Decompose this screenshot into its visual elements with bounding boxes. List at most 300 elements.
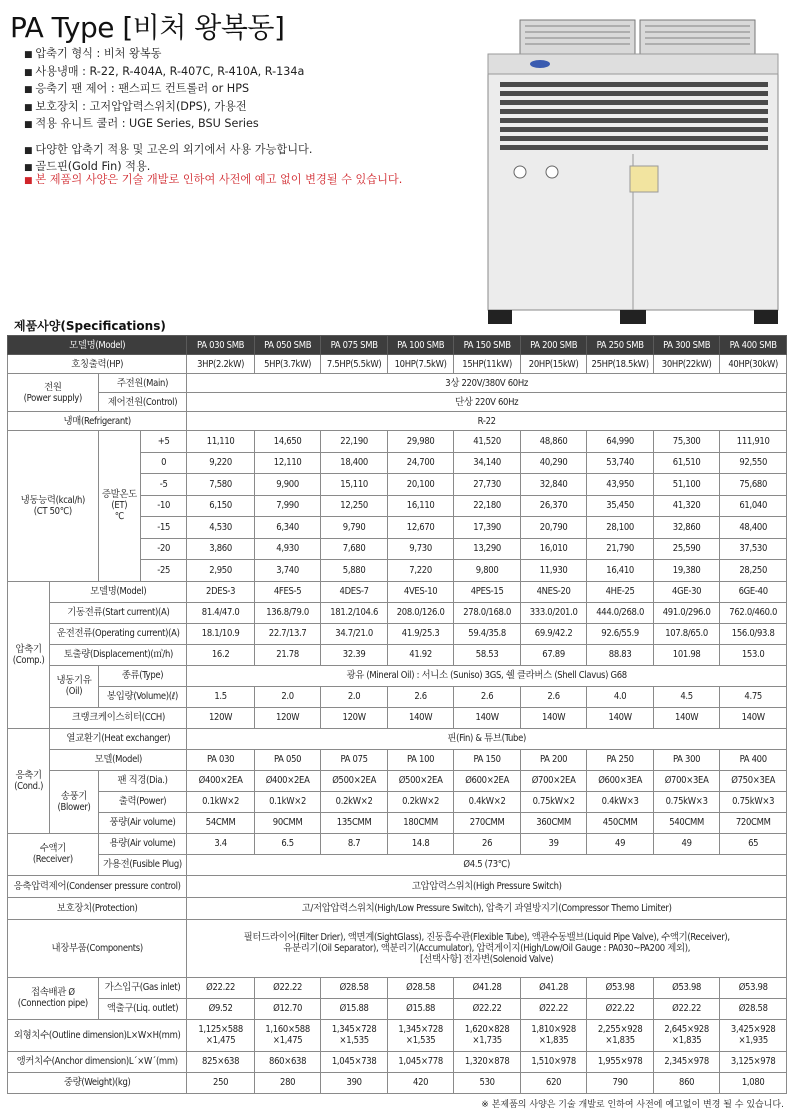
outline-part: ×1,735 <box>472 1035 502 1046</box>
value-cell: 825×638 <box>187 1051 255 1072</box>
row-label: 토출량(Displacement)(㎥/h) <box>50 644 187 665</box>
row-label: 모델(Model) <box>50 749 187 770</box>
value-cell: 12,110 <box>254 452 321 474</box>
value-cell: Ø22.22 <box>254 977 321 998</box>
value-cell: 41.9/25.3 <box>387 623 454 644</box>
value-cell <box>387 1019 454 1051</box>
et-cell: +5 <box>140 431 186 453</box>
span-value-cell: Ø4.5 (73℃) <box>187 854 787 875</box>
value-cell: 0.2kW×2 <box>387 791 454 812</box>
component-line: 필터드라이어(Filter Drier), 액면계(SightGlass), 진동흡수관(Flexible Tube), 액관수동밸브(Liquid Pipe Valve), 수액기(Receiver), <box>243 931 730 943</box>
cond-model-row <box>8 749 787 770</box>
value-cell: 9,790 <box>321 517 388 539</box>
cch-row <box>8 707 787 728</box>
gas-inlet-row <box>8 977 787 998</box>
row-label: 냉동기유 (Oil) <box>50 665 98 707</box>
value-cell: 6,340 <box>254 517 321 539</box>
value-cell <box>187 1019 255 1051</box>
value-cell: 156.0/93.8 <box>720 623 787 644</box>
value-cell: 67.89 <box>520 644 587 665</box>
row-label: 가용전(Fusible Plug) <box>98 854 187 875</box>
receiver-row <box>8 833 787 854</box>
model-col: PA 200 SMB <box>520 336 587 355</box>
value-cell: 0.75kW×3 <box>720 791 787 812</box>
value-cell: 0.4kW×2 <box>454 791 521 812</box>
value-cell: 136.8/79.0 <box>254 602 321 623</box>
span-value-cell: 3상 220V/380V 60Hz <box>187 374 787 393</box>
outline-part: 2,255×928 <box>597 1024 643 1035</box>
span-value-cell: 고압압력스위치(High Pressure Switch) <box>187 875 787 897</box>
value-cell: 2.6 <box>387 686 454 707</box>
row-label: 응축압력제어(Condenser pressure control) <box>8 875 187 897</box>
value-cell: 61,510 <box>653 452 720 474</box>
outline-part: 1,125×588 <box>198 1024 243 1035</box>
value-cell: 32.39 <box>321 644 388 665</box>
value-cell: 1,510×978 <box>520 1051 587 1072</box>
value-cell: 620 <box>520 1072 587 1093</box>
value-cell: 4FES-5 <box>254 581 321 602</box>
outline-part: 1,810×928 <box>531 1024 576 1035</box>
value-cell: Ø9.52 <box>187 998 255 1019</box>
value-cell: 1,045×778 <box>387 1051 454 1072</box>
value-cell: PA 050 <box>254 749 321 770</box>
row-label: 수액기 (Receiver) <box>8 833 99 875</box>
value-cell: 4VES-10 <box>387 581 454 602</box>
row-label: 봉입량(Volume)(ℓ) <box>98 686 187 707</box>
value-cell: 181.2/104.6 <box>321 602 388 623</box>
et-cell: 0 <box>140 452 186 474</box>
value-cell: 530 <box>454 1072 521 1093</box>
value-cell: 1.5 <box>187 686 255 707</box>
row-label: 응축기 (Cond.) <box>8 728 50 833</box>
value-cell: 34.7/21.0 <box>321 623 388 644</box>
row-label: 열교환기(Heat exchanger) <box>50 728 187 749</box>
title-en: PA Type <box>10 11 114 44</box>
row-label: 용량(Air volume) <box>98 833 187 854</box>
value-cell: Ø28.58 <box>720 998 787 1019</box>
outline-part: 1,620×828 <box>464 1024 510 1035</box>
value-cell: 2DES-3 <box>187 581 255 602</box>
value-cell: 4.75 <box>720 686 787 707</box>
value-cell: 40HP(30kW) <box>720 355 787 374</box>
et-cell: -10 <box>140 495 186 517</box>
outline-part: 1,345×728 <box>398 1024 443 1035</box>
cpc-row <box>8 875 787 897</box>
feature-item: ■ 사용냉매 : R-22, R-404A, R-407C, R-410A, R-134a <box>24 64 312 82</box>
value-cell: PA 400 <box>720 749 787 770</box>
value-cell: 4HE-25 <box>587 581 654 602</box>
liq-outlet-row <box>8 998 787 1019</box>
value-cell: 208.0/126.0 <box>387 602 454 623</box>
value-cell: Ø22.22 <box>587 998 654 1019</box>
value-cell: 9,800 <box>454 560 521 582</box>
value-cell: 140W <box>720 707 787 728</box>
condensing-unit-image <box>480 14 785 326</box>
value-cell: 16.2 <box>187 644 255 665</box>
value-cell: 7,220 <box>387 560 454 582</box>
value-cell: 3,125×978 <box>720 1051 787 1072</box>
value-cell: 9,220 <box>187 452 255 474</box>
fusible-row <box>8 854 787 875</box>
row-label: 보호장치(Protection) <box>8 897 187 919</box>
value-cell: 16,010 <box>520 538 587 560</box>
row-label: 호칭출력(HP) <box>8 355 187 374</box>
value-cell: PA 100 <box>387 749 454 770</box>
value-cell: 790 <box>587 1072 654 1093</box>
outline-part: 3,425×928 <box>730 1024 776 1035</box>
value-cell: 65 <box>720 833 787 854</box>
value-cell: 6.5 <box>254 833 321 854</box>
et-cell: -15 <box>140 517 186 539</box>
row-label: 주전원(Main) <box>98 374 187 393</box>
value-cell: 2,950 <box>187 560 255 582</box>
et-cell: -25 <box>140 560 186 582</box>
displacement-row <box>8 644 787 665</box>
model-col: PA 150 SMB <box>454 336 521 355</box>
value-cell: PA 150 <box>454 749 521 770</box>
model-col: PA 030 SMB <box>187 336 255 355</box>
value-cell: 92.6/55.9 <box>587 623 654 644</box>
spec-heading: 제품사양(Specifications) <box>14 319 166 333</box>
span-value-cell: 광유 (Mineral Oil) : 서니소 (Suniso) 3GS, 쉘 클라버스 (Shell Clavus) G68 <box>187 665 787 686</box>
value-cell: 37,530 <box>720 538 787 560</box>
value-cell: 88.83 <box>587 644 654 665</box>
value-cell: 9,730 <box>387 538 454 560</box>
oil-type-row <box>8 665 787 686</box>
value-cell: 120W <box>254 707 321 728</box>
value-cell: 11,930 <box>520 560 587 582</box>
span-value-cell: 핀(Fin) & 튜브(Tube) <box>187 728 787 749</box>
value-cell: 1,955×978 <box>587 1051 654 1072</box>
value-cell: 28,100 <box>587 517 654 539</box>
value-cell: 39 <box>520 833 587 854</box>
value-cell: Ø53.98 <box>587 977 654 998</box>
value-cell: 7,990 <box>254 495 321 517</box>
value-cell: 11,110 <box>187 431 255 453</box>
value-cell: Ø22.22 <box>653 998 720 1019</box>
value-cell: 2.0 <box>254 686 321 707</box>
value-cell: 16,410 <box>587 560 654 582</box>
value-cell: 14,650 <box>254 431 321 453</box>
value-cell: Ø700×3EA <box>653 770 720 791</box>
value-cell: 4DES-7 <box>321 581 388 602</box>
header-model-label: 모델명(Model) <box>8 336 187 355</box>
value-cell <box>520 1019 587 1051</box>
value-cell: 18.1/10.9 <box>187 623 255 644</box>
value-cell: 7,580 <box>187 474 255 496</box>
value-cell: 34,140 <box>454 452 521 474</box>
model-col: PA 400 SMB <box>720 336 787 355</box>
feature-item: ■ 적용 유니트 쿨러 : UGE Series, BSU Series <box>24 116 312 134</box>
value-cell: 140W <box>520 707 587 728</box>
value-cell: Ø12.70 <box>254 998 321 1019</box>
value-cell: 21,790 <box>587 538 654 560</box>
row-label: 앵커치수(Anchor dimension)L´×W´(mm) <box>8 1051 187 1072</box>
value-cell: Ø400×2EA <box>254 770 321 791</box>
value-cell: 6GE-40 <box>720 581 787 602</box>
value-cell: Ø15.88 <box>321 998 388 1019</box>
feature-list <box>24 46 312 177</box>
row-label: 증발온도 (ET) ℃ <box>98 431 140 582</box>
model-header-row <box>8 336 787 355</box>
anchor-row <box>8 1051 787 1072</box>
value-cell: Ø750×3EA <box>720 770 787 791</box>
row-label: 액출구(Liq. outlet) <box>98 998 187 1019</box>
model-col: PA 075 SMB <box>321 336 388 355</box>
outline-part: ×1,475 <box>272 1035 303 1046</box>
row-label: 기동전류(Start current)(A) <box>50 602 187 623</box>
outline-part: ×1,475 <box>205 1035 236 1046</box>
value-cell: 2.6 <box>454 686 521 707</box>
spec-body <box>8 355 787 1094</box>
value-cell: 1,045×738 <box>321 1051 388 1072</box>
value-cell: 360CMM <box>520 812 587 833</box>
capacity-row <box>8 431 787 453</box>
value-cell: 26,370 <box>520 495 587 517</box>
value-cell: 64,990 <box>587 431 654 453</box>
value-cell <box>653 1019 720 1051</box>
row-label: 송풍기 (Blower) <box>50 770 98 833</box>
refrigerant-row <box>8 412 787 431</box>
value-cell: 32,840 <box>520 474 587 496</box>
operating-current-row <box>8 623 787 644</box>
outline-part: ×1,535 <box>405 1035 436 1046</box>
value-cell: 450CMM <box>587 812 654 833</box>
value-cell: 860 <box>653 1072 720 1093</box>
value-cell: 90CMM <box>254 812 321 833</box>
value-cell: 2.0 <box>321 686 388 707</box>
value-cell: 49 <box>653 833 720 854</box>
value-cell: 25,590 <box>653 538 720 560</box>
value-cell: 12,250 <box>321 495 388 517</box>
value-cell: 140W <box>387 707 454 728</box>
value-cell: Ø22.22 <box>187 977 255 998</box>
value-cell: 13,290 <box>454 538 521 560</box>
value-cell: 270CMM <box>454 812 521 833</box>
row-label: 냉동능력(kcal/h) (CT 50℃) <box>8 431 99 582</box>
value-cell: 0.75kW×2 <box>520 791 587 812</box>
value-cell: 120W <box>321 707 388 728</box>
value-cell <box>587 1019 654 1051</box>
value-cell: 444.0/268.0 <box>587 602 654 623</box>
value-cell: 540CMM <box>653 812 720 833</box>
hp-row <box>8 355 787 374</box>
value-cell: 0.1kW×2 <box>187 791 255 812</box>
value-cell: 4,530 <box>187 517 255 539</box>
value-cell: 27,730 <box>454 474 521 496</box>
value-cell: 6,150 <box>187 495 255 517</box>
value-cell: 3.4 <box>187 833 255 854</box>
value-cell: 101.98 <box>653 644 720 665</box>
value-cell <box>321 1019 388 1051</box>
value-cell: 140W <box>653 707 720 728</box>
feature-item: ■ 압축기 형식 : 비처 왕복동 <box>24 46 312 64</box>
value-cell: 30HP(22kW) <box>653 355 720 374</box>
value-cell: 48,400 <box>720 517 787 539</box>
value-cell: 18,400 <box>321 452 388 474</box>
value-cell: 762.0/460.0 <box>720 602 787 623</box>
value-cell: 19,380 <box>653 560 720 582</box>
value-cell: 4.0 <box>587 686 654 707</box>
value-cell: 280 <box>254 1072 321 1093</box>
oil-volume-row <box>8 686 787 707</box>
notice-text: ■ 본 제품의 사양은 기술 개발로 인하여 사전에 예고 없이 변경될 수 있습니다. <box>24 171 402 187</box>
title-ko: [비처 왕복동] <box>122 11 285 44</box>
value-cell: Ø28.58 <box>321 977 388 998</box>
value-cell: 153.0 <box>720 644 787 665</box>
fan-power-row <box>8 791 787 812</box>
value-cell: 17,390 <box>454 517 521 539</box>
outline-part: 1,160×588 <box>265 1024 310 1035</box>
row-label: 내장부품(Components) <box>8 919 187 977</box>
value-cell: 3,860 <box>187 538 255 560</box>
value-cell: 10HP(7.5kW) <box>387 355 454 374</box>
start-current-row <box>8 602 787 623</box>
value-cell: 20HP(15kW) <box>520 355 587 374</box>
value-cell: 1,320×878 <box>454 1051 521 1072</box>
row-label: 크랭크케이스히터(CCH) <box>50 707 187 728</box>
row-label: 운전전류(Operating current)(A) <box>50 623 187 644</box>
row-label: 종류(Type) <box>98 665 187 686</box>
value-cell: 720CMM <box>720 812 787 833</box>
outline-part: ×1,935 <box>738 1035 768 1046</box>
value-cell: 41.92 <box>387 644 454 665</box>
value-cell: 0.2kW×2 <box>321 791 388 812</box>
value-cell: 4PES-15 <box>454 581 521 602</box>
value-cell: 35,450 <box>587 495 654 517</box>
row-label: 가스입구(Gas inlet) <box>98 977 187 998</box>
value-cell: 107.8/65.0 <box>653 623 720 644</box>
value-cell: 111,910 <box>720 431 787 453</box>
value-cell: 491.0/296.0 <box>653 602 720 623</box>
value-cell: Ø53.98 <box>720 977 787 998</box>
value-cell <box>454 1019 521 1051</box>
row-label: 모델명(Model) <box>50 581 187 602</box>
model-col: PA 050 SMB <box>254 336 321 355</box>
feature-item: ■ 응축기 팬 제어 : 팬스피드 컨트롤러 or HPS <box>24 81 312 99</box>
component-line: 유분리기(Oil Separator), 액분리기(Accumulator), 압력게이지(High/Low/Oil Gauge : PA030~PA200 제외), <box>283 942 691 954</box>
value-cell: Ø700×2EA <box>520 770 587 791</box>
value-cell: 22.7/13.7 <box>254 623 321 644</box>
row-label: 냉매(Refrigerant) <box>8 412 187 431</box>
footer-note: ※ 본제품의 사양은 기술 개발로 인하여 사전에 예고없이 변경 될 수 있습니다. <box>481 1100 784 1110</box>
feature-item: ■ 다양한 압축기 적용 및 고온의 외기에서 사용 가능합니다. <box>24 142 312 160</box>
outline-part: ×1,535 <box>339 1035 369 1046</box>
row-label: 팬 직경(Dia.) <box>98 770 187 791</box>
power-control-row <box>8 393 787 412</box>
air-volume-row <box>8 812 787 833</box>
row-label: 제어전원(Control) <box>98 393 187 412</box>
value-cell: 140W <box>454 707 521 728</box>
outline-part: 1,345×728 <box>331 1024 377 1035</box>
value-cell: 20,100 <box>387 474 454 496</box>
value-cell: Ø15.88 <box>387 998 454 1019</box>
outline-row <box>8 1019 787 1051</box>
value-cell: 5,880 <box>321 560 388 582</box>
value-cell: PA 300 <box>653 749 720 770</box>
value-cell: Ø28.58 <box>387 977 454 998</box>
value-cell: 41,320 <box>653 495 720 517</box>
value-cell: 860×638 <box>254 1051 321 1072</box>
value-cell: PA 030 <box>187 749 255 770</box>
value-cell: 1,080 <box>720 1072 787 1093</box>
components-row <box>8 919 787 977</box>
value-cell: 12,670 <box>387 517 454 539</box>
et-cell: -5 <box>140 474 186 496</box>
fan-dia-row <box>8 770 787 791</box>
value-cell: Ø500×2EA <box>387 770 454 791</box>
power-main-row <box>8 374 787 393</box>
value-cell: PA 200 <box>520 749 587 770</box>
value-cell: 8.7 <box>321 833 388 854</box>
row-label: 중량(Weight)(kg) <box>8 1072 187 1093</box>
value-cell: 0.4kW×3 <box>587 791 654 812</box>
weight-row <box>8 1072 787 1093</box>
value-cell: 16,110 <box>387 495 454 517</box>
model-col: PA 300 SMB <box>653 336 720 355</box>
span-value-cell: 고/저압압력스위치(High/Low Pressure Switch), 압축기 과열방지기(Compressor Themo Limiter) <box>187 897 787 919</box>
value-cell: Ø600×3EA <box>587 770 654 791</box>
value-cell: 5HP(3.7kW) <box>254 355 321 374</box>
value-cell: 278.0/168.0 <box>454 602 521 623</box>
value-cell: 20,790 <box>520 517 587 539</box>
value-cell: Ø400×2EA <box>187 770 255 791</box>
value-cell: 4NES-20 <box>520 581 587 602</box>
value-cell: 61,040 <box>720 495 787 517</box>
value-cell: 420 <box>387 1072 454 1093</box>
value-cell: 21.78 <box>254 644 321 665</box>
value-cell: 69.9/42.2 <box>520 623 587 644</box>
row-label: 압축기 (Comp.) <box>8 581 50 728</box>
value-cell: 81.4/47.0 <box>187 602 255 623</box>
value-cell: 135CMM <box>321 812 388 833</box>
row-label: 전원 (Power supply) <box>8 374 99 412</box>
span-value-cell: 단상 220V 60Hz <box>187 393 787 412</box>
value-cell: 3HP(2.2kW) <box>187 355 255 374</box>
value-cell: PA 250 <box>587 749 654 770</box>
value-cell: 14.8 <box>387 833 454 854</box>
value-cell: Ø41.28 <box>454 977 521 998</box>
value-cell: 58.53 <box>454 644 521 665</box>
value-cell: 4.5 <box>653 686 720 707</box>
value-cell <box>720 1019 787 1051</box>
spec-table <box>7 335 787 1094</box>
value-cell: 0.75kW×3 <box>653 791 720 812</box>
et-cell: -20 <box>140 538 186 560</box>
model-col: PA 250 SMB <box>587 336 654 355</box>
value-cell: 40,290 <box>520 452 587 474</box>
value-cell: 15HP(11kW) <box>454 355 521 374</box>
value-cell: 15,110 <box>321 474 388 496</box>
outline-part: ×1,835 <box>605 1035 635 1046</box>
value-cell: 2,345×978 <box>653 1051 720 1072</box>
outline-part: ×1,835 <box>538 1035 569 1046</box>
feature-item: ■ 보호장치 : 고저압압력스위치(DPS), 가용전 <box>24 99 312 117</box>
value-cell: 22,180 <box>454 495 521 517</box>
value-cell: 25HP(18.5kW) <box>587 355 654 374</box>
value-cell: 180CMM <box>387 812 454 833</box>
value-cell: 75,300 <box>653 431 720 453</box>
value-cell: 4GE-30 <box>653 581 720 602</box>
protection-row <box>8 897 787 919</box>
value-cell: Ø41.28 <box>520 977 587 998</box>
hx-row <box>8 728 787 749</box>
value-cell: 92,550 <box>720 452 787 474</box>
row-label: 외형치수(Outline dimension)L×W×H(mm) <box>8 1019 187 1051</box>
value-cell: 120W <box>187 707 255 728</box>
value-cell: 26 <box>454 833 521 854</box>
value-cell: 24,700 <box>387 452 454 474</box>
